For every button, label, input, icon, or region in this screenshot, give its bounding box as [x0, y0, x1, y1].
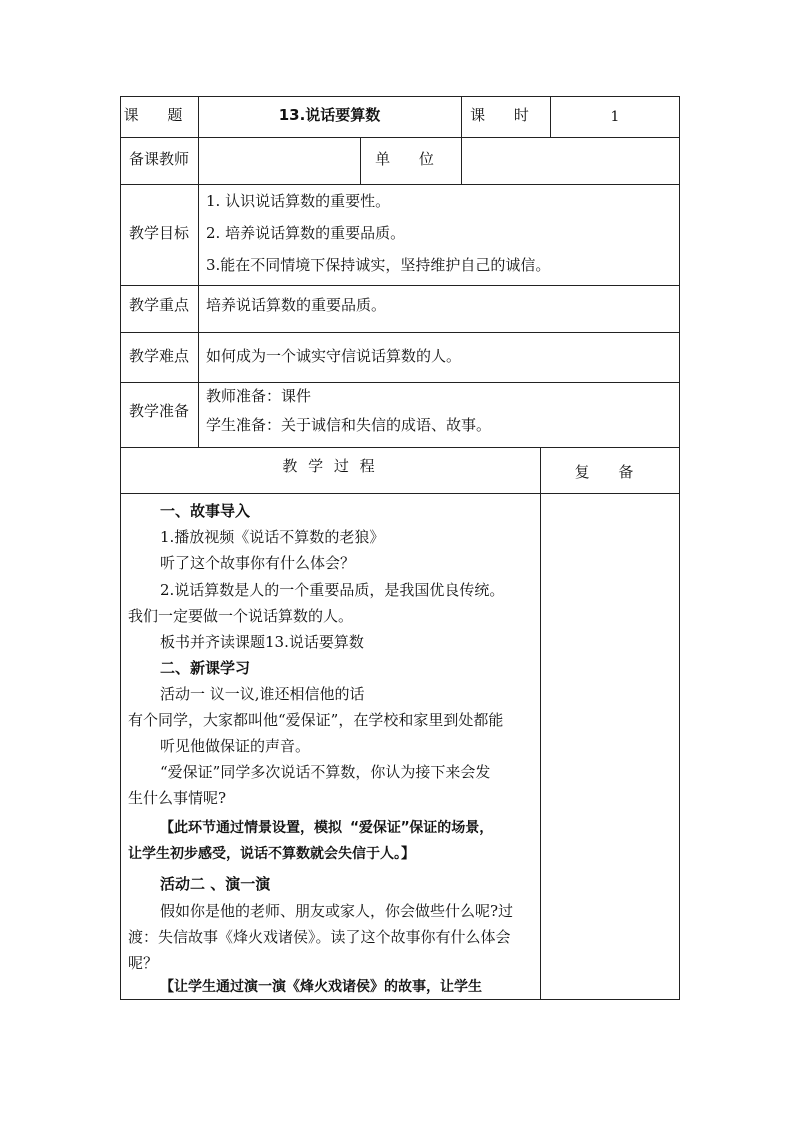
- process-line: 我们一定要做一个说话算数的人。: [128, 607, 354, 625]
- process-line: 听见他做保证的声音。: [160, 737, 311, 755]
- process-line: 活动二 、演一演: [160, 875, 271, 893]
- process-review-divider: [540, 447, 541, 1000]
- table-row-divider-7: [120, 493, 680, 494]
- process-note: 【让学生通过演一演《烽火戏诸侯》的故事，让学生: [160, 979, 482, 995]
- process-line: “爱保证”同学多次说话不算数，你认为接下来会发: [160, 763, 491, 781]
- period-label: 课 时: [470, 106, 541, 124]
- process-line: 呢？: [128, 954, 159, 972]
- goal-item: 3.能在不同情境下保持诚实，坚持维护自己的诚信。: [206, 256, 551, 274]
- process-line: 听了这个故事你有什么体会？: [160, 554, 356, 572]
- goal-item: 2. 培养说话算数的重要品质。: [206, 224, 406, 242]
- table-row-divider-3: [120, 285, 680, 286]
- process-line: 1.播放视频《说话不算数的老狼》: [160, 528, 385, 546]
- table-row-divider-5: [120, 382, 680, 383]
- process-line: 活动一 议一议,谁还相信他的话: [160, 685, 365, 703]
- process-line: 有个同学，大家都叫他“爱保证”，在学校和家里到处都能: [128, 711, 504, 729]
- focus-label: 教学重点: [128, 296, 189, 314]
- focus-text: 培养说话算数的重要品质。: [206, 296, 387, 314]
- process-line: 一、故事导入: [160, 502, 251, 520]
- goal-label: 教学目标: [128, 224, 189, 242]
- table-border-right: [679, 96, 680, 1000]
- student-preparation: 学生准备：关于诚信和失信的成语、故事。: [206, 416, 492, 434]
- table-row-divider-4: [120, 332, 680, 333]
- process-line: 二、新课学习: [160, 659, 251, 677]
- process-note: 让学生初步感受，说话不算数就会失信于人。】: [128, 846, 415, 862]
- difficulty-text: 如何成为一个诚实守信说话算数的人。: [206, 347, 462, 365]
- process-note: 【此环节通过情景设置，模拟 “爱保证”保证的场景，: [160, 820, 494, 836]
- lesson-title: 13.说话要算数: [278, 106, 381, 124]
- teaching-process-header: 教 学 过 程: [282, 457, 378, 475]
- teacher-preparation: 教师准备：课件: [206, 387, 312, 405]
- label-column-divider: [198, 96, 199, 447]
- unit-label: 单 位: [375, 150, 446, 168]
- process-line: 2.说话算数是人的一个重要品质，是我国优良传统。: [160, 581, 505, 599]
- table-row-divider-2: [120, 184, 680, 185]
- preparation-label: 教学准备: [128, 402, 189, 420]
- difficulty-label: 教学难点: [128, 347, 189, 365]
- table-border-top: [120, 96, 680, 97]
- process-line: 假如你是他的老师、朋友或家人，你会做些什么呢?过: [160, 902, 514, 920]
- lesson-label: 课 题: [123, 106, 195, 124]
- process-line: 渡：失信故事《烽火戏诸侯》。读了这个故事你有什么体会: [128, 928, 511, 946]
- period-value: 1: [610, 109, 620, 125]
- table-row-divider-6: [120, 447, 680, 448]
- goal-item: 1. 认识说话算数的重要性。: [206, 192, 391, 210]
- teacher-label: 备课教师: [128, 150, 189, 168]
- lesson-plan-table: [120, 96, 680, 1000]
- review-header: 复 备: [574, 463, 646, 481]
- table-row-divider-1: [120, 137, 680, 138]
- unit-value-divider: [461, 137, 462, 184]
- process-line: 生什么事情呢?: [128, 789, 227, 807]
- process-line: 板书并齐读课题13.说话要算数: [160, 633, 364, 651]
